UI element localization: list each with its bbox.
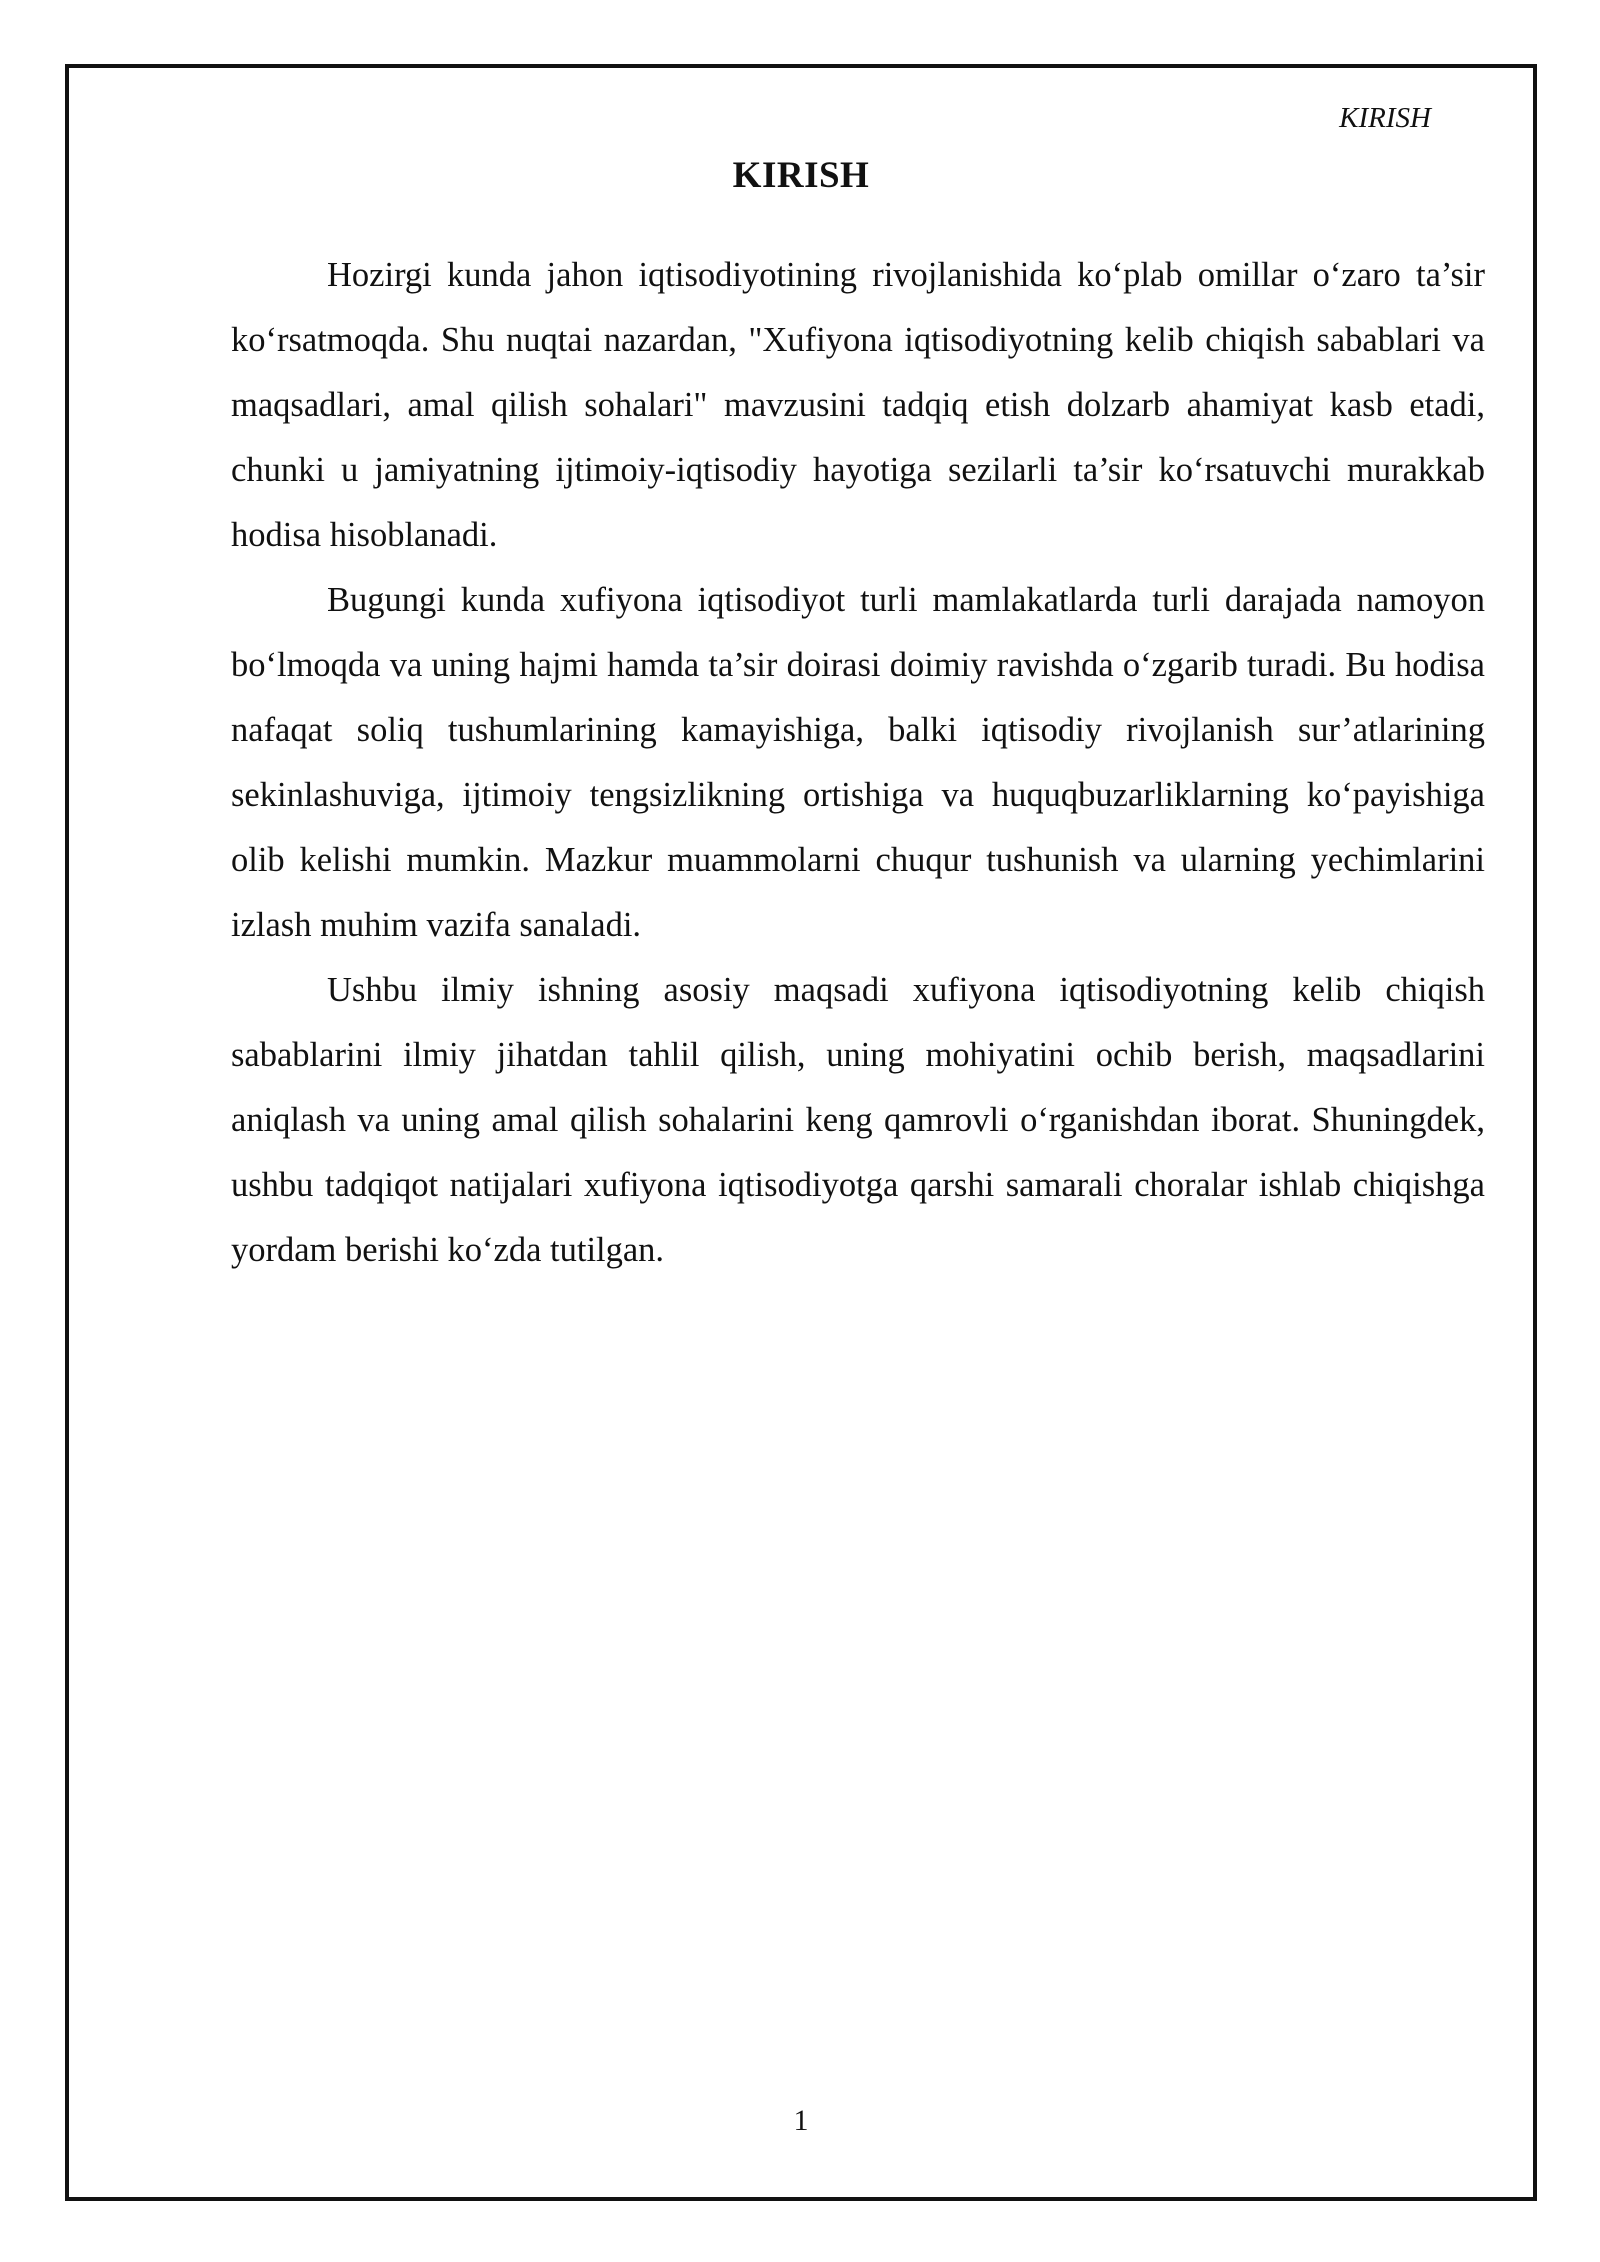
page-title: KIRISH <box>732 155 870 196</box>
paragraph: Hozirgi kunda jahon iqtisodiyotining rivojlanishida ko‘plab omillar o‘zaro ta’sir ko‘rsatmoqda. Shu nuqtai nazardan, "Xufiyona iqtisodiyotning kelib chiqish sabablari va maqsadlari, amal qilish sohalari" mavzusini tadqiq etish dolzarb ahamiyat kasb etadi, chunki u jamiyatning ijtimoiy-iqtisodiy hayotiga sezilarli ta’sir ko‘rsatuvchi murakkab hodisa hisoblanadi. <box>231 256 1485 554</box>
body-text <box>231 243 1485 1283</box>
page-frame <box>65 64 1537 2201</box>
running-header: KIRISH <box>1339 102 1431 134</box>
paragraph: Bugungi kunda xufiyona iqtisodiyot turli mamlakatlarda turli darajada namoyon bo‘lmoqda va uning hajmi hamda ta’sir doirasi doimiy ravishda o‘zgarib turadi. Bu hodisa nafaqat soliq tushumlarining kamayishiga, balki iqtisodiy rivojlanish sur’atlarining sekinlashuviga, ijtimoiy tengsizlikning ortishiga va huquqbuzarliklarning ko‘payishiga olib kelishi mumkin. Mazkur muammolarni chuqur tushunish va ularning yechimlarini izlash muhim vazifa sanaladi. <box>231 581 1485 944</box>
page-number: 1 <box>793 2104 809 2137</box>
paragraph: Ushbu ilmiy ishning asosiy maqsadi xufiyona iqtisodiyotning kelib chiqish sabablarini ilmiy jihatdan tahlil qilish, uning mohiyatini ochib berish, maqsadlarini aniqlash va uning amal qilish sohalarini keng qamrovli o‘rganishdan iborat. Shuningdek, ushbu tadqiqot natijalari xufiyona iqtisodiyotga qarshi samarali choralar ishlab chiqishga yordam berishi ko‘zda tutilgan. <box>231 971 1485 1269</box>
